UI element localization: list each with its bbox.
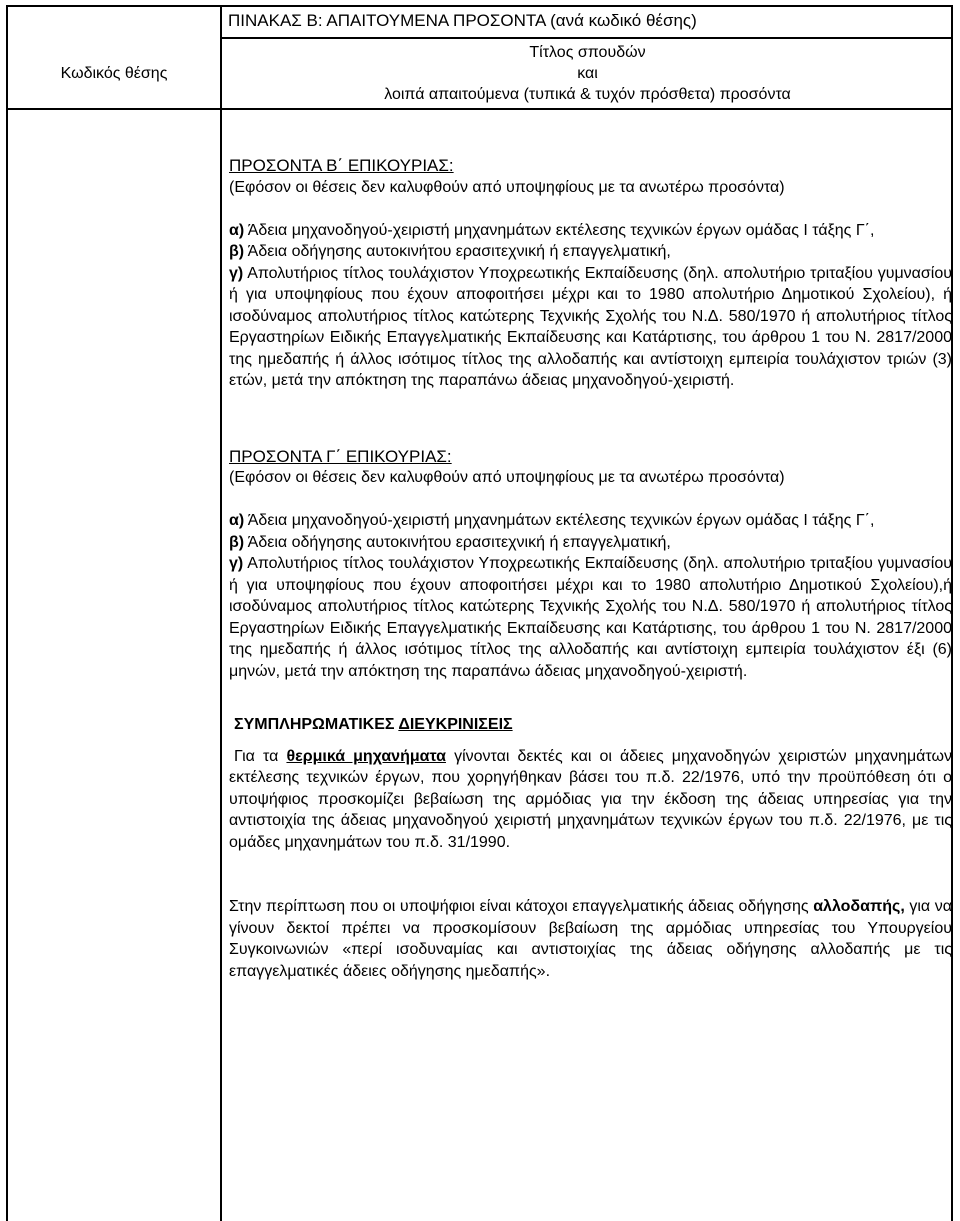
item-text: Άδεια μηχανοδηγού-χειριστή μηχανημάτων εκτέλεσης τεχνικών έργων ομάδας Ι τάξης Γ΄,	[244, 512, 875, 529]
column-header-qualifications	[222, 38, 953, 109]
section-b-item-c	[229, 263, 952, 392]
section-b-note: (Εφόσον οι θέσεις δεν καλυφθούν από υποψηφίους με τα ανωτέρω προσόντα)	[229, 178, 785, 196]
section-c-item-b	[229, 532, 952, 554]
section-b-title: ΠΡΟΣΟΝΤΑ Β΄ ΕΠΙΚΟΥΡΙΑΣ:	[229, 156, 454, 175]
item-label: β)	[229, 243, 245, 260]
qualifications-content	[229, 155, 952, 982]
section-c	[229, 446, 952, 683]
section-b	[229, 155, 952, 392]
clarifications-title: ΣΥΜΠΛΗΡΩΜΑΤΙΚΕΣ ΔΙΕΥΚΡΙΝΙΣΕΙΣ	[234, 716, 513, 733]
column-header-line-1: Τίτλος σπουδών	[529, 44, 646, 61]
item-text: Άδεια οδήγησης αυτοκινήτου ερασιτεχνική ή επαγγελματική,	[244, 533, 671, 551]
column-header-line-3: λοιπά απαιτούμενα (τυπικά & τυχόν πρόσθετα) προσόντα	[384, 86, 791, 103]
section-c-item-a	[229, 510, 952, 532]
item-text: Άδεια οδήγησης αυτοκινήτου ερασιτεχνική ή επαγγελματική,	[244, 243, 671, 260]
clarifications-paragraph-2: Στην περίπτωση που οι υποψήφιοι είναι κάτοχοι επαγγελματικής άδειας οδήγησης αλλοδαπής, για να γίνουν δεκτοί πρέπει να προσκομίσουν βεβαίωση της αρμόδιας υπηρεσίας του Υπουργείου Συγκοινωνιών «περί ισοδυναμίας και αντιστοιχίας της άδειας οδήγησης αλλοδαπής με τις επαγγελματικές άδειες οδήγησης ημεδαπής».	[229, 898, 952, 980]
clarifications-paragraph-1: Για τα θερμικά μηχανήματα γίνονται δεκτές και οι άδειες μηχανοδηγών χειριστών μηχανημάτων εκτέλεσης τεχνικών έργων, που χορηγήθηκαν βάσει του π.δ. 22/1976, υπό την προϋπόθεση ότι ο υποψήφιος προσκομίζει βεβαίωση της αρμόδιας για την έκδοση της άδειας υπηρεσίας για την αντιστοιχία της άδειας μηχανοδηγού χειριστή μηχανημάτων τεχνικών έργων του π.δ. 22/1976, με τις ομάδες μηχανημάτων του π.δ. 31/1990.	[229, 747, 953, 851]
item-label: α)	[229, 512, 245, 529]
section-c-item-c	[229, 553, 952, 682]
section-c-title: ΠΡΟΣΟΝΤΑ Γ΄ ΕΠΙΚΟΥΡΙΑΣ:	[229, 446, 452, 466]
item-text: Άδεια μηχανοδηγού-χειριστή μηχανημάτων εκτέλεσης τεχνικών έργων ομάδας Ι τάξης Γ΄,	[244, 221, 875, 239]
item-text: Απολυτήριος τίτλος τουλάχιστον Υποχρεωτικής Εκπαίδευσης (δηλ. απολυτήριο τριταξίου γυμνασίου ή για υποψηφίους που έχουν αποφοιτήσει μέχρι και το 1980 απολυτήριο Δημοτικού Σχολείου),ή ισοδύναμος απολυτήριος τίτλος κατώτερης Τεχνικής Σχολής του Ν.Δ. 580/1970 ή απολυτήριος τίτλος Εργαστηρίων Ειδικής Επαγγελματικής Εκπαίδευσης και Κατάρτισης, του άρθρου 1 του Ν. 2817/2000 της ημεδαπής ή άλλος ισότιμος τίτλος της αλλοδαπής και αντίστοιχη εμπειρία τουλάχιστον έξι (6) μηνών, μετά την απόκτηση της παραπάνω άδειας μηχανοδηγού-χειριστή.	[229, 555, 952, 680]
clarifications	[229, 714, 952, 982]
item-label: β)	[229, 533, 245, 551]
item-label: γ)	[229, 555, 244, 572]
column-divider	[220, 5, 222, 1221]
column-header-code: Κωδικός θέσης	[60, 64, 168, 82]
column-header-line-2: και	[577, 65, 598, 82]
section-c-note: (Εφόσον οι θέσεις δεν καλυφθούν από υποψηφίους με τα ανωτέρω προσόντα)	[229, 469, 785, 486]
item-text: Απολυτήριος τίτλος τουλάχιστον Υποχρεωτικής Εκπαίδευσης (δηλ. απολυτήριο τριταξίου γυμνασίου ή για υποψηφίους που έχουν αποφοιτήσει μέχρι και το 1980 απολυτήριο Δημοτικού Σχολείου), ή ισοδύναμος απολυτήριος τίτλος κατώτερης Τεχνικής Σχολής του Ν.Δ. 580/1970 ή απολυτήριος τίτλος Εργαστηρίων Ειδικής Επαγγελματικής Εκπαίδευσης και Κατάρτισης, του άρθρου 1 του Ν. 2817/2000 της ημεδαπής ή άλλος ισότιμος τίτλος της αλλοδαπής και αντίστοιχη εμπειρία τουλάχιστον τριών (3) ετών, μετά την απόκτηση της παραπάνω άδειας μηχανοδηγού-χειριστή.	[229, 264, 952, 389]
item-label: α)	[229, 221, 245, 239]
item-label: γ)	[229, 264, 244, 282]
section-b-item-a	[229, 220, 952, 242]
table-title: ΠΙΝΑΚΑΣ Β: ΑΠΑΙΤΟΥΜΕΝΑ ΠΡΟΣΟΝΤΑ (ανά κωδικό θέσης)	[228, 11, 697, 30]
section-b-item-b	[229, 241, 952, 263]
